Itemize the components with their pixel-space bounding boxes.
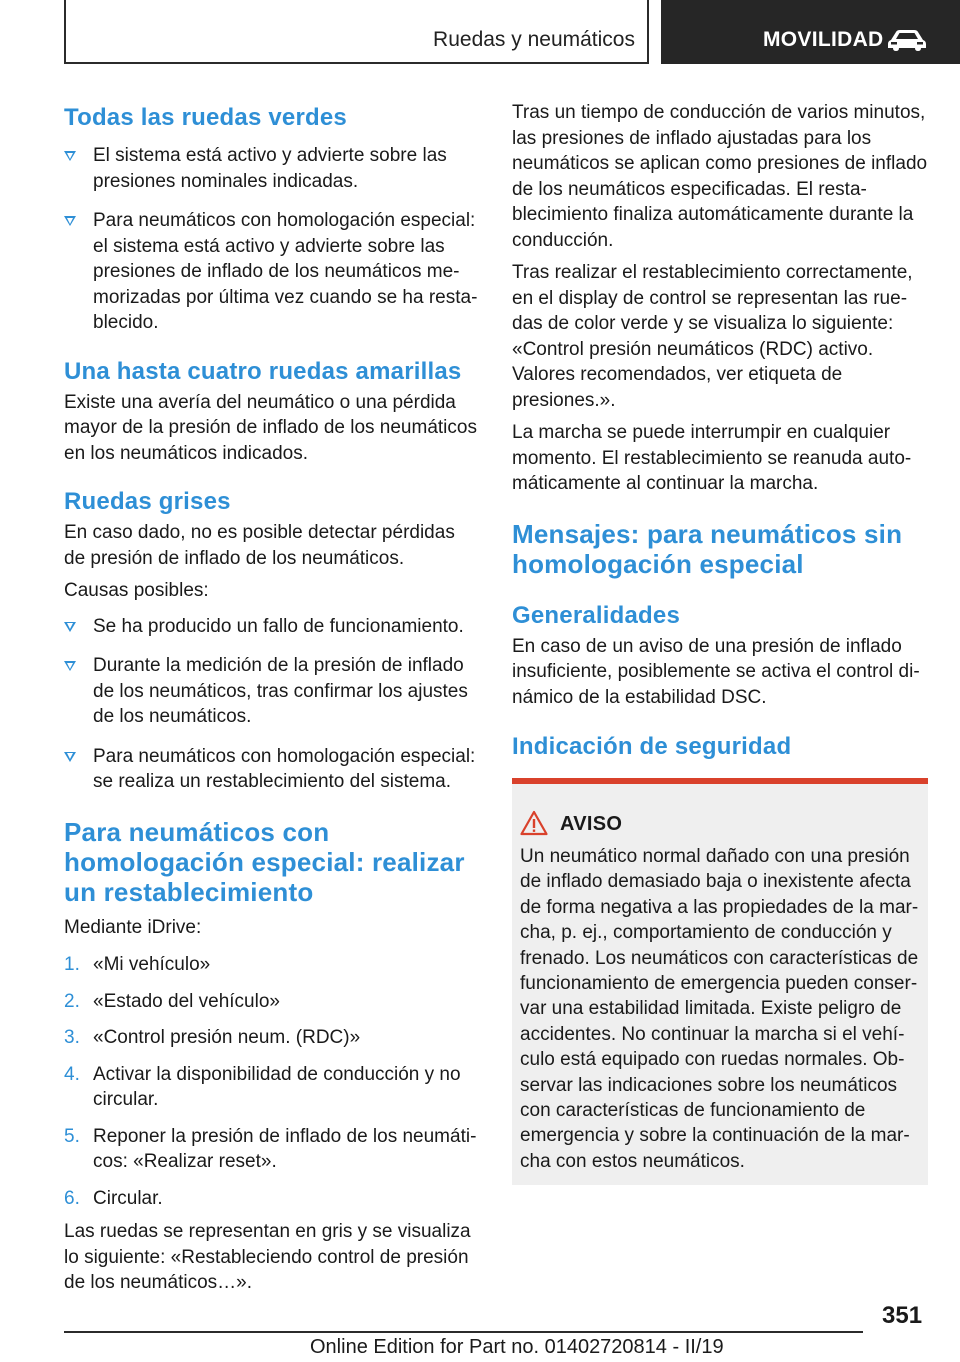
list-item: Para neumáticos con homologación especial: el sistema está activo y advierte sobre las presiones de inflado de los neumáticos memorizadas por última vez cuando se ha restablecido. bbox=[64, 208, 478, 336]
paragraph: Tras realizar el restablecimiento correctamente, en el display de control se representan las ruedas de color verde y se visualiza lo siguiente: «Control presión neumáticos (RDC) activo. Valores recomendados, ver etiqueta de presiones.». bbox=[512, 262, 913, 411]
warning-text: Un neumático normal dañado con una presión de inflado demasiado baja o inexistente afecta de forma negativa a las propiedades de la marcha, p. ej., comportamiento de conducción y frenado. Los neumáticos con características de funcionamiento de emergencia pueden conservar una estabilidad limitada. Existe peligro de accidentes. No continuar la marcha si el vehículo está equipado con ruedas normales. Observar las indicaciones sobre los neumáticos con características de funcionamiento de emergencia y sobre la continuación de la marcha con estos neumáticos. bbox=[520, 846, 919, 1172]
heading-seguridad: Indicación de seguridad bbox=[512, 733, 792, 760]
paragraph: En caso dado, no es posible detectar pérdidas de presión de inflado de los neumáticos. bbox=[64, 522, 455, 569]
bullet-triangle-icon bbox=[64, 661, 76, 671]
warning-label: AVISO bbox=[560, 813, 623, 835]
footer-divider bbox=[64, 1331, 863, 1333]
bullet-triangle-icon bbox=[64, 216, 76, 226]
list-item: El sistema está activo y advierte sobre las presiones nominales indicadas. bbox=[64, 143, 478, 194]
warning-box bbox=[512, 778, 928, 1185]
bullet-triangle-icon bbox=[64, 151, 76, 161]
list-item: Para neumáticos con homologación especial: se realiza un restablecimiento del sistema. bbox=[64, 744, 478, 795]
step-item: 5. Reponer la presión de inflado de los neumáticos: «Realizar reset». bbox=[64, 1125, 477, 1172]
chapter-title: Ruedas y neumáticos bbox=[433, 28, 635, 51]
step-item: 3. «Control presión neum. (RDC)» bbox=[64, 1027, 361, 1048]
bullet-triangle-icon bbox=[64, 752, 76, 762]
header-section-box bbox=[661, 0, 960, 64]
paragraph: Existe una avería del neumático o una pérdida mayor de la presión de inflado de los neumáticos en los neumáticos indicados. bbox=[64, 391, 477, 464]
heading-reset: Para neumáticos con homologación especial: realizar un restablecimiento bbox=[64, 816, 465, 907]
paragraph: Causas posibles: bbox=[64, 580, 209, 601]
paragraph: La marcha se puede interrumpir en cualquier momento. El restablecimiento se reanuda automáticamente al continuar la marcha. bbox=[512, 422, 912, 494]
left-column bbox=[64, 100, 478, 1296]
paragraph: Mediante iDrive: bbox=[64, 916, 202, 938]
bullet-triangle-icon bbox=[64, 622, 76, 632]
step-item: 2. «Estado del vehículo» bbox=[64, 990, 280, 1012]
heading-mensajes: Mensajes: para neumáticos sin homologación especial bbox=[512, 518, 903, 579]
paragraph: En caso de un aviso de una presión de inflado insuficiente, posiblemente se activa el control dinámico de la estabilidad DSC. bbox=[512, 635, 920, 708]
list-item: Se ha producido un fallo de funcionamiento. bbox=[64, 614, 478, 640]
paragraph: Tras un tiempo de conducción de varios minutos, las presiones de inflado ajustadas para los neumáticos se aplican como presiones de inflado de los neumáticos especificadas. El restablecimiento finaliza automáticamente durante la conducción. bbox=[512, 102, 928, 251]
right-column bbox=[512, 100, 928, 762]
step-item: 1. «Mi vehículo» bbox=[64, 954, 211, 975]
step-item: 4. Activar la disponibilidad de conducción y no circular. bbox=[64, 1063, 461, 1110]
page-number: 351 bbox=[882, 1302, 923, 1329]
paragraph: Las ruedas se representan en gris y se visualiza lo siguiente: «Restableciendo control de presión de los neumáticos…». bbox=[64, 1221, 471, 1293]
step-item: 6. Circular. bbox=[64, 1187, 163, 1209]
heading-amarillas: Una hasta cuatro ruedas amarillas bbox=[64, 357, 462, 385]
heading-verdes: Todas las ruedas verdes bbox=[64, 104, 347, 131]
heading-generalidades: Generalidades bbox=[512, 601, 681, 629]
car-icon bbox=[887, 28, 927, 52]
section-title: MOVILIDAD bbox=[763, 28, 884, 51]
warning-triangle-icon bbox=[520, 810, 548, 836]
footer-edition: Online Edition for Part no. 01402720814 - II/19 bbox=[310, 1336, 724, 1358]
list-item: Durante la medición de la presión de inflado de los neumáticos, tras confirmar los ajustes de los neumáticos. bbox=[64, 653, 478, 730]
header-chapter-box bbox=[64, 0, 649, 64]
heading-grises: Ruedas grises bbox=[64, 488, 231, 515]
